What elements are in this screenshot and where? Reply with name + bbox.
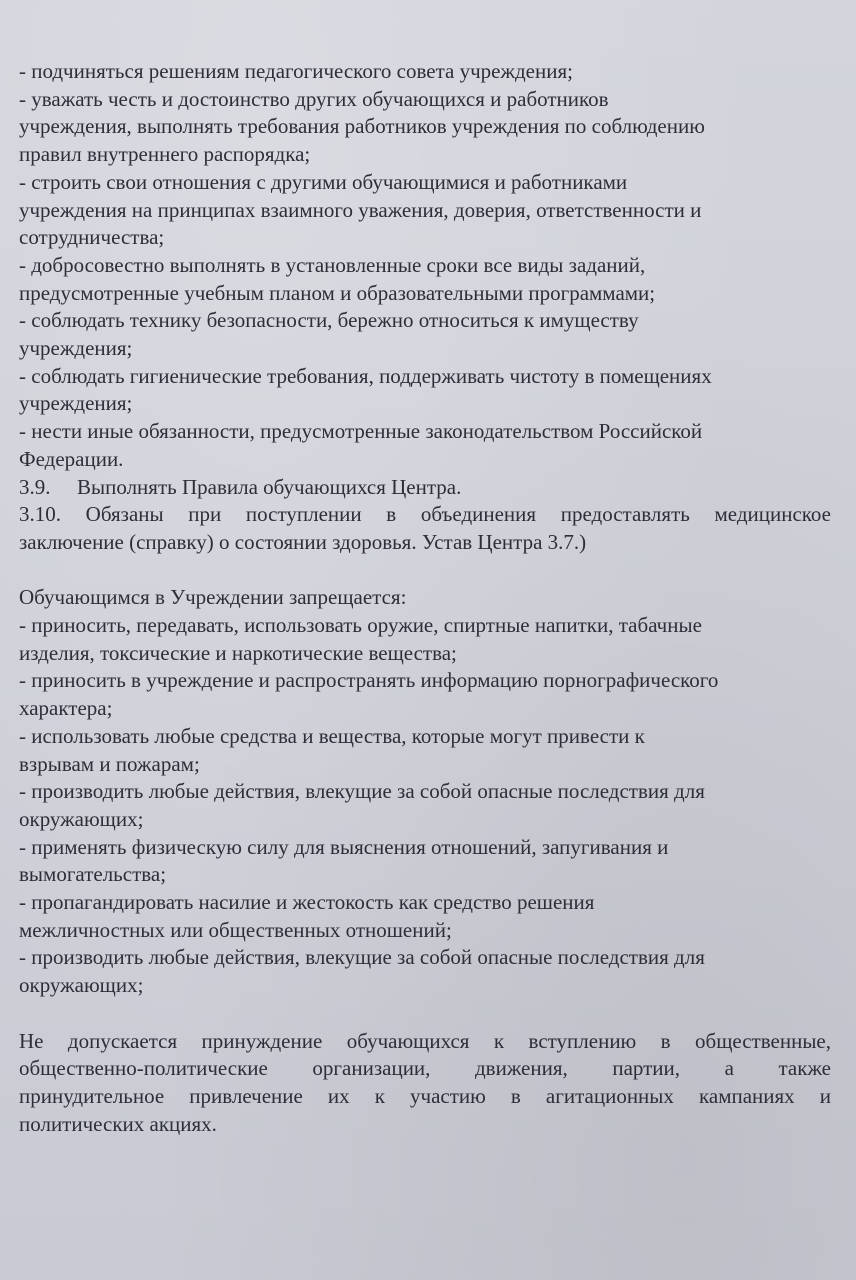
prohibited-line: окружающих; xyxy=(19,973,144,998)
prohibited-line: - приносить в учреждение и распространять информацию порнографического xyxy=(19,668,719,693)
paragraph-gap xyxy=(19,1000,831,1028)
duty-line: предусмотренные учебным планом и образовательными программами; xyxy=(19,280,656,305)
duty-line: - строить свои отношения с другими обучающимися и работниками xyxy=(19,169,628,194)
clause-3-10-line: заключение (справку) о состоянии здоровья. Устав Центра 3.7.) xyxy=(19,529,587,554)
final-paragraph-line: общественно-политические организации, движения, партии, а также xyxy=(19,1056,831,1081)
duty-line: учреждения, выполнять требования работников учреждения по соблюдению xyxy=(19,114,705,139)
clause-3-9 xyxy=(19,474,831,502)
duty-line: учреждения на принципах взаимного уважения, доверия, ответственности и xyxy=(19,197,702,222)
prohibited-line: - производить любые действия, влекущие за собой опасные последствия для xyxy=(19,779,705,804)
duty-line: учреждения; xyxy=(19,336,133,361)
duty-line: - добросовестно выполнять в установленные сроки все виды заданий, xyxy=(19,252,646,277)
duty-line: правил внутреннего распорядка; xyxy=(19,142,311,167)
prohibited-line: межличностных или общественных отношений; xyxy=(19,917,452,942)
prohibited-line: окружающих; xyxy=(19,806,144,831)
prohibited-line: вымогательства; xyxy=(19,862,167,887)
duty-line: сотрудничества; xyxy=(19,225,165,250)
final-paragraph-line: принудительное привлечение их к участию в агитационных кампаниях и xyxy=(19,1083,831,1108)
prohibited-line: взрывам и пожарам; xyxy=(19,751,200,776)
duty-line: Федерации. xyxy=(19,446,124,471)
prohibited-line: изделия, токсические и наркотические вещества; xyxy=(19,640,457,665)
final-paragraph-line: Не допускается принуждение обучающихся к вступлению в общественные, xyxy=(19,1028,831,1053)
duty-line: - подчиняться решениям педагогического совета учреждения; xyxy=(19,59,573,83)
duty-line: - уважать честь и достоинство других обучающихся и работников xyxy=(19,86,609,111)
prohibited-line: - использовать любые средства и вещества, которые могут привести к xyxy=(19,723,645,748)
duty-line: - соблюдать технику безопасности, бережно относиться к имуществу xyxy=(19,308,639,333)
prohibited-heading: Обучающимся в Учреждении запрещается: xyxy=(19,585,407,610)
prohibited-line: - пропагандировать насилие и жестокость как средство решения xyxy=(19,890,595,915)
final-paragraph-line: политических акциях. xyxy=(19,1111,217,1136)
paragraph-gap xyxy=(19,557,831,585)
clause-text: Выполнять Правила обучающихся Центра. xyxy=(77,474,462,499)
prohibited-line: - применять физическую силу для выяснения отношений, запугивания и xyxy=(19,834,669,859)
prohibited-line: - производить любые действия, влекущие за собой опасные последствия для xyxy=(19,945,705,970)
clause-3-10-line: 3.10. Обязаны при поступлении в объединения предоставлять медицинское xyxy=(19,502,831,527)
document-text xyxy=(19,58,831,1138)
duty-line: - соблюдать гигиенические требования, поддерживать чистоту в помещениях xyxy=(19,363,712,388)
prohibited-line: - приносить, передавать, использовать оружие, спиртные напитки, табачные xyxy=(19,613,702,638)
prohibited-line: характера; xyxy=(19,696,113,721)
duty-line: - нести иные обязанности, предусмотренные законодательством Российской xyxy=(19,419,703,444)
duty-line: учреждения; xyxy=(19,391,133,416)
clause-number: 3.9. xyxy=(19,474,51,499)
